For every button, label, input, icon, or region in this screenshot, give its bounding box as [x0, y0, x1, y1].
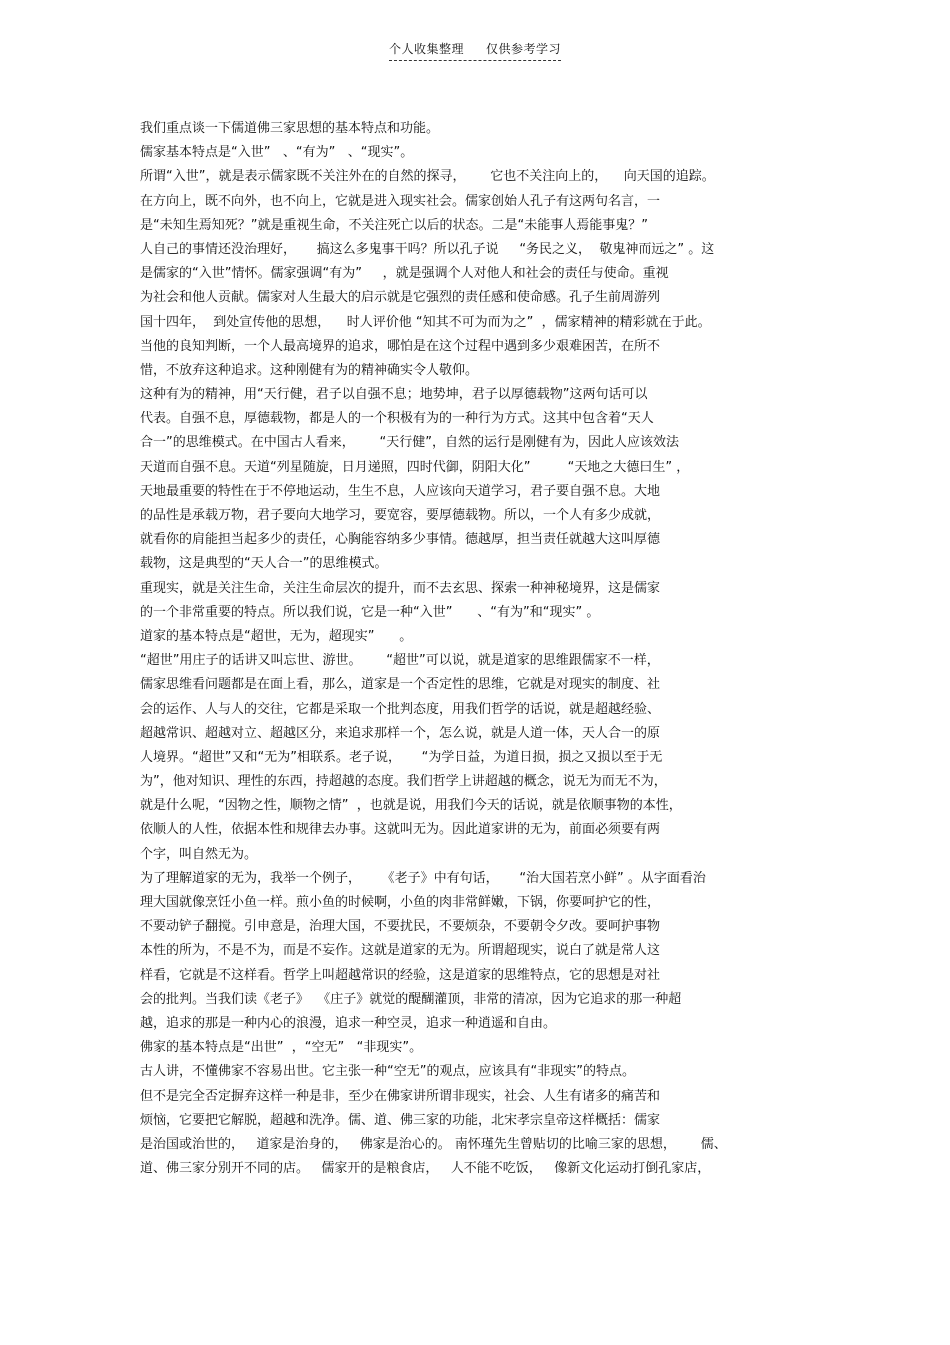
- text-line: 为”，他对知识、理性的东西，持超越的态度。我们哲学上讲超越的概念，说无为而无不为，: [140, 774, 667, 790]
- text-line: 依顺人的人性，依据本性和规律去办事。这就叫无为。因此道家讲的无为，前面必须要有两: [140, 822, 661, 838]
- text-line: 越，追求的那是一种内心的浪漫，追求一种空灵，追求一种逍遥和自由。: [140, 1015, 557, 1031]
- document-body: [140, 117, 820, 1181]
- page-header: [0, 40, 950, 61]
- text-line: 这种有为的精神，用“天行健，君子以自强不息；地势坤，君子以厚德载物”这两句话可以: [140, 387, 648, 403]
- header-underline: [389, 40, 561, 61]
- text-line: 当他的良知判断，一个人最高境界的追求，哪怕是在这个过程中遇到多少艰难困苦，在所不: [140, 338, 661, 354]
- text-line: 国十四年， 到处宣传他的思想， 时人评价他 “知其不可为而为之” ，儒家精神的精彩就在于此。: [140, 314, 711, 330]
- text-line: 是儒家的“入世”情怀。儒家强调“有为” ，就是强调个人对他人和社会的责任与使命。重视: [140, 266, 669, 282]
- text-line: 佛家的基本特点是“出世” ，“空无” “非现实”。: [140, 1040, 423, 1056]
- text-line: 载物，这是典型的“天人合一”的思维模式。: [140, 556, 388, 572]
- header-left-text: 个人收集整理: [388, 42, 464, 56]
- text-line: 人境界。“超世”又和“无为”相联系。老子说， “为学日益，为道日损，损之又损以至于无: [140, 749, 663, 765]
- text-line: 不要动铲子翻搅。引申意是，治理大国，不要扰民，不要烦杂，不要朝令夕改。要呵护事物: [140, 919, 661, 935]
- text-line: 会的批判。当我们读《老子》 《庄子》就觉的醍醐灌顶，非常的清凉，因为它追求的那一种超: [140, 991, 682, 1007]
- text-line: 儒家思维看问题都是在面上看，那么，道家是一个否定性的思维，它就是对现实的制度、社: [140, 677, 661, 693]
- text-line: 超越常识、超越对立、超越区分，来追求那样一个，怎么说，就是人道一体，天人合一的原: [140, 725, 661, 741]
- text-line: 是治国或治世的， 道家是治身的， 佛家是治心的。 南怀瑾先生曾贴切的比喻三家的思想， 儒、: [140, 1136, 727, 1152]
- text-line: 烦恼，它要把它解脱，超越和洗净。儒、道、佛三家的功能，北宋孝宗皇帝这样概括：儒家: [140, 1112, 661, 1128]
- text-line: 代表。自强不息，厚德载物，都是人的一个积极有为的一种行为方式。这其中包含着“天人: [140, 411, 654, 427]
- text-line: 人自己的事情还没治理好， 搞这么多鬼事干吗？所以孔子说 “务民之义， 敬鬼神而远之” 。这: [140, 241, 715, 257]
- text-line: 理大国就像烹饪小鱼一样。煎小鱼的时候啊，小鱼的肉非常鲜嫩，下锅，你要呵护它的性，: [140, 895, 661, 910]
- text-line: 我们重点谈一下儒道佛三家思想的基本特点和功能。: [140, 121, 440, 136]
- text-line: 样看，它就是不这样看。哲学上叫超越常识的经验，这是道家的思维特点，它的思想是对社: [140, 967, 661, 983]
- header-right-text: 仅供参考学习: [486, 42, 562, 56]
- text-line: 但不是完全否定摒弃这样一种是非，至少在佛家讲所谓非现实，社会、人生有诸多的痛苦和: [140, 1088, 661, 1104]
- text-line: 就看你的肩能担当起多少的责任，心胸能容纳多少事情。德越厚，担当责任就越大这叫厚德: [140, 532, 661, 548]
- text-line: 惜，不放弃这种追求。这种刚健有为的精神确实令人敬仰。: [140, 362, 479, 378]
- text-line: 古人讲，不懂佛家不容易出世。它主张一种“空无”的观点，应该具有“非现实”的特点。: [140, 1064, 635, 1080]
- text-line: 本性的所为，不是不为，而是不妄作。这就是道家的无为。所谓超现实，说白了就是常人这: [140, 943, 661, 959]
- text-line: 是“未知生焉知死？”就是重视生命，不关注死亡以后的状态。二是“未能事人焉能事鬼？”: [140, 217, 648, 233]
- text-line: 道家的基本特点是“超世，无为，超现实” 。: [140, 628, 413, 644]
- text-line: 所谓“入世”，就是表示儒家既不关注外在的自然的探寻， 它也不关注向上的， 向天国的追踪。: [140, 169, 715, 185]
- text-line: 天地最重要的特性在于不停地运动，生生不息，人应该向天道学习，君子要自强不息。大地: [140, 483, 661, 499]
- text-line: 就是什么呢，“因物之性，顺物之情” ，也就是说，用我们今天的话说，就是依顺事物的本性，: [140, 798, 682, 814]
- text-line: 儒家基本特点是“入世” 、“有为” 、“现实”。: [140, 145, 414, 161]
- text-line: 在方向上，既不向外，也不向上，它就是进入现实社会。儒家创始人孔子有这两句名言，一: [140, 193, 661, 209]
- text-line: 会的运作、人与人的交往，它都是采取一个批判态度，用我们哲学的话说，就是超越经验、: [140, 701, 661, 717]
- text-line: “超世”用庄子的话讲又叫忘世、游世。 “超世”可以说，就是道家的思维跟儒家不一样，: [140, 653, 660, 669]
- text-line: 天道而自强不息。天道“列星随旋，日月递照，四时代御，阴阳大化” “天地之大德曰生” ，: [140, 459, 690, 475]
- text-line: 合一”的思维模式。在中国古人看来， “天行健”，自然的运行是刚健有为，因此人应该效法: [140, 435, 679, 451]
- text-line: 个字，叫自然无为。: [140, 846, 258, 862]
- text-line: 的一个非常重要的特点。所以我们说，它是一种“入世” 、“有为”和“现实” 。: [140, 604, 600, 620]
- text-line: 为社会和他人贡献。儒家对人生最大的启示就是它强烈的责任感和使命感。孔子生前周游列: [140, 290, 661, 306]
- text-line: 为了理解道家的无为，我举一个例子， 《老子》中有句话， “治大国若烹小鲜” 。从字面看治: [140, 870, 706, 886]
- text-line: 重现实，就是关注生命，关注生命层次的提升，而不去玄思、探索一种神秘境界，这是儒家: [140, 580, 661, 596]
- text-line: 的品性是承载万物，君子要向大地学习，要宽容，要厚德载物。所以，一个人有多少成就，: [140, 508, 661, 523]
- text-line: 道、佛三家分别开不同的店。 儒家开的是粮食店， 人不能不吃饭， 像新文化运动打倒孔家店，: [140, 1161, 711, 1177]
